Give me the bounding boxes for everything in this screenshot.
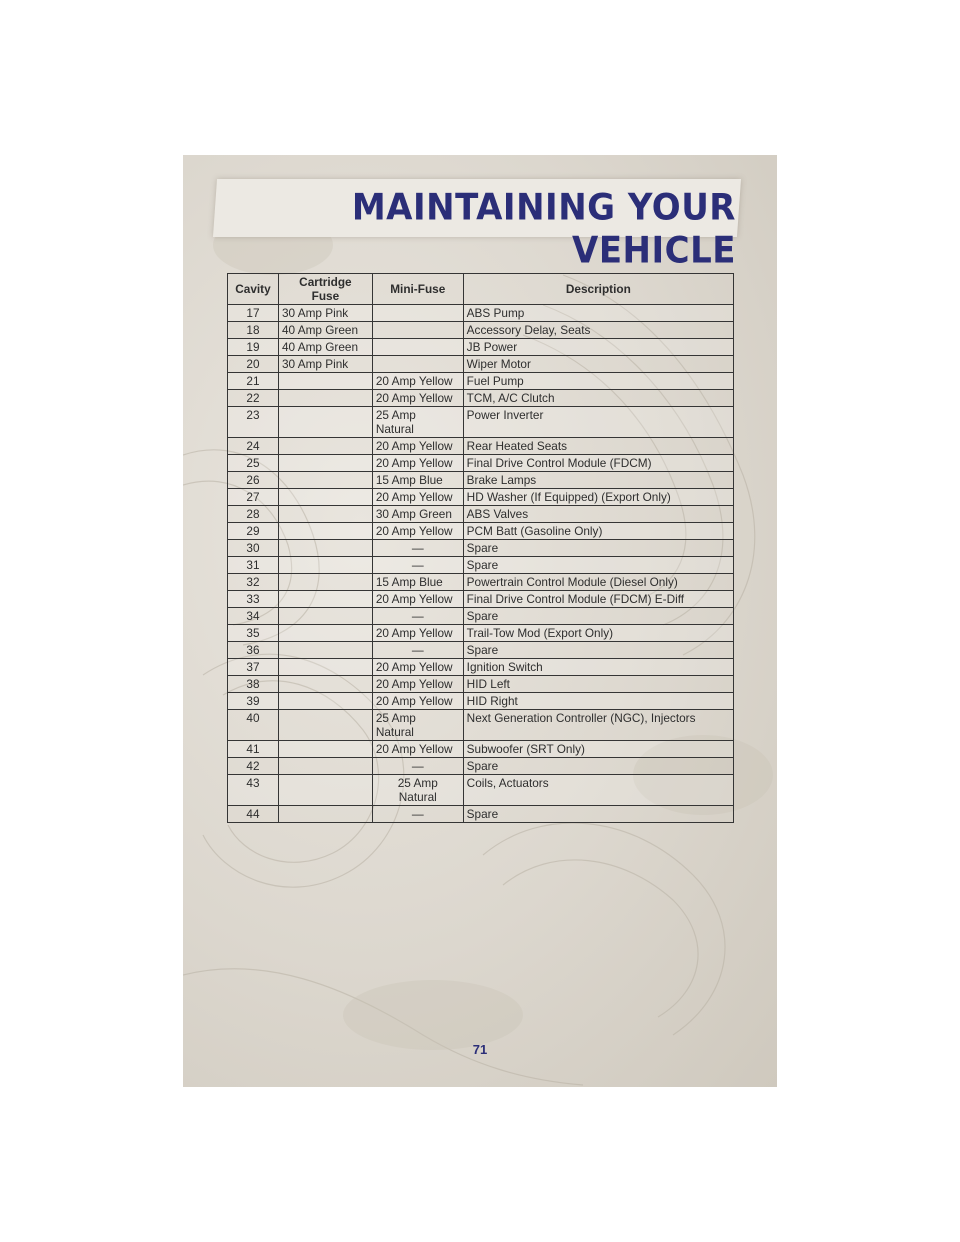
description-cell: PCM Batt (Gasoline Only)	[463, 523, 733, 540]
mini-fuse-cell	[372, 305, 463, 322]
table-row	[228, 373, 734, 390]
table-row	[228, 741, 734, 758]
table-row	[228, 806, 734, 823]
mini-fuse-cell: —	[372, 758, 463, 775]
description-cell: Coils, Actuators	[463, 775, 733, 806]
cartridge-fuse-cell	[278, 659, 372, 676]
description-cell: ABS Pump	[463, 305, 733, 322]
description-cell: HID Right	[463, 693, 733, 710]
description-cell: Spare	[463, 557, 733, 574]
cavity-cell: 27	[228, 489, 279, 506]
page-number: 71	[472, 1042, 488, 1057]
description-cell: Spare	[463, 758, 733, 775]
cartridge-fuse-cell	[278, 455, 372, 472]
cavity-cell: 39	[228, 693, 279, 710]
description-cell: Spare	[463, 540, 733, 557]
mini-fuse-cell: 20 Amp Yellow	[372, 591, 463, 608]
cavity-cell: 37	[228, 659, 279, 676]
cartridge-fuse-cell	[278, 523, 372, 540]
mini-fuse-cell: 15 Amp Blue	[372, 574, 463, 591]
cartridge-fuse-cell	[278, 540, 372, 557]
mini-fuse-cell: 15 Amp Blue	[372, 472, 463, 489]
cavity-cell: 28	[228, 506, 279, 523]
fuse-table-body	[228, 305, 734, 823]
cartridge-fuse-cell	[278, 806, 372, 823]
cavity-cell: 32	[228, 574, 279, 591]
mini-fuse-cell: 20 Amp Yellow	[372, 390, 463, 407]
table-row	[228, 339, 734, 356]
table-header-row	[228, 274, 734, 305]
cavity-cell: 19	[228, 339, 279, 356]
description-cell: Wiper Motor	[463, 356, 733, 373]
mini-fuse-cell: 20 Amp Yellow	[372, 625, 463, 642]
table-row	[228, 574, 734, 591]
table-row	[228, 625, 734, 642]
mini-fuse-cell: —	[372, 642, 463, 659]
description-cell: Spare	[463, 608, 733, 625]
table-row	[228, 438, 734, 455]
description-cell: Trail-Tow Mod (Export Only)	[463, 625, 733, 642]
mini-fuse-cell: 20 Amp Yellow	[372, 489, 463, 506]
column-header-mini-fuse: Mini-Fuse	[372, 274, 463, 305]
cartridge-fuse-cell	[278, 489, 372, 506]
cavity-cell: 26	[228, 472, 279, 489]
mini-fuse-cell: 25 Amp Natural	[372, 710, 463, 741]
mini-fuse-cell: 20 Amp Yellow	[372, 455, 463, 472]
mini-fuse-cell: —	[372, 540, 463, 557]
mini-fuse-cell: 20 Amp Yellow	[372, 693, 463, 710]
cartridge-fuse-cell	[278, 625, 372, 642]
description-cell: HID Left	[463, 676, 733, 693]
cavity-cell: 40	[228, 710, 279, 741]
table-row	[228, 305, 734, 322]
cartridge-fuse-cell	[278, 557, 372, 574]
mini-fuse-cell: 20 Amp Yellow	[372, 438, 463, 455]
cartridge-fuse-cell	[278, 642, 372, 659]
cavity-cell: 22	[228, 390, 279, 407]
description-cell: Subwoofer (SRT Only)	[463, 741, 733, 758]
mini-fuse-cell: —	[372, 608, 463, 625]
table-row	[228, 591, 734, 608]
cavity-cell: 44	[228, 806, 279, 823]
cartridge-fuse-cell	[278, 574, 372, 591]
table-row	[228, 489, 734, 506]
table-row	[228, 523, 734, 540]
description-cell: Fuel Pump	[463, 373, 733, 390]
description-cell: Powertrain Control Module (Diesel Only)	[463, 574, 733, 591]
cartridge-fuse-cell	[278, 472, 372, 489]
mini-fuse-cell: —	[372, 557, 463, 574]
description-cell: Ignition Switch	[463, 659, 733, 676]
description-cell: Rear Heated Seats	[463, 438, 733, 455]
cavity-cell: 41	[228, 741, 279, 758]
table-row	[228, 659, 734, 676]
mini-fuse-cell: 30 Amp Green	[372, 506, 463, 523]
description-cell: Spare	[463, 806, 733, 823]
description-cell: Power Inverter	[463, 407, 733, 438]
mini-fuse-cell: 20 Amp Yellow	[372, 523, 463, 540]
description-cell: Final Drive Control Module (FDCM) E-Diff	[463, 591, 733, 608]
cartridge-fuse-cell: 30 Amp Pink	[278, 305, 372, 322]
table-row	[228, 710, 734, 741]
cartridge-fuse-cell	[278, 758, 372, 775]
column-header-cartridge-fuse: Cartridge Fuse	[278, 274, 372, 305]
cavity-cell: 17	[228, 305, 279, 322]
table-row	[228, 506, 734, 523]
cavity-cell: 31	[228, 557, 279, 574]
cartridge-fuse-cell	[278, 373, 372, 390]
mini-fuse-cell	[372, 356, 463, 373]
cartridge-fuse-cell: 40 Amp Green	[278, 322, 372, 339]
mini-fuse-cell	[372, 339, 463, 356]
cavity-cell: 34	[228, 608, 279, 625]
cartridge-fuse-cell	[278, 438, 372, 455]
cavity-cell: 29	[228, 523, 279, 540]
description-cell: TCM, A/C Clutch	[463, 390, 733, 407]
mini-fuse-cell: 20 Amp Yellow	[372, 659, 463, 676]
cartridge-fuse-cell: 30 Amp Pink	[278, 356, 372, 373]
table-row	[228, 642, 734, 659]
table-row	[228, 758, 734, 775]
description-cell: JB Power	[463, 339, 733, 356]
mini-fuse-cell: 20 Amp Yellow	[372, 741, 463, 758]
table-row	[228, 407, 734, 438]
column-header-description: Description	[463, 274, 733, 305]
cartridge-fuse-cell	[278, 390, 372, 407]
table-row	[228, 472, 734, 489]
description-cell: Next Generation Controller (NGC), Injectors	[463, 710, 733, 741]
description-cell: HD Washer (If Equipped) (Export Only)	[463, 489, 733, 506]
table-row	[228, 540, 734, 557]
cavity-cell: 23	[228, 407, 279, 438]
cavity-cell: 20	[228, 356, 279, 373]
mini-fuse-cell: 20 Amp Yellow	[372, 676, 463, 693]
table-row	[228, 390, 734, 407]
cavity-cell: 36	[228, 642, 279, 659]
cartridge-fuse-cell: 40 Amp Green	[278, 339, 372, 356]
column-header-cavity: Cavity	[228, 274, 279, 305]
table-row	[228, 608, 734, 625]
description-cell: Brake Lamps	[463, 472, 733, 489]
cavity-cell: 30	[228, 540, 279, 557]
description-cell: Final Drive Control Module (FDCM)	[463, 455, 733, 472]
cartridge-fuse-cell	[278, 407, 372, 438]
description-cell: ABS Valves	[463, 506, 733, 523]
table-row	[228, 322, 734, 339]
cavity-cell: 43	[228, 775, 279, 806]
mini-fuse-cell	[372, 322, 463, 339]
fuse-table	[227, 273, 734, 823]
cavity-cell: 24	[228, 438, 279, 455]
table-row	[228, 775, 734, 806]
mini-fuse-cell: 20 Amp Yellow	[372, 373, 463, 390]
mini-fuse-cell: —	[372, 806, 463, 823]
cartridge-fuse-cell	[278, 591, 372, 608]
table-row	[228, 356, 734, 373]
description-cell: Accessory Delay, Seats	[463, 322, 733, 339]
cavity-cell: 25	[228, 455, 279, 472]
table-row	[228, 676, 734, 693]
cartridge-fuse-cell	[278, 506, 372, 523]
cartridge-fuse-cell	[278, 741, 372, 758]
mini-fuse-cell: 25 Amp Natural	[372, 775, 463, 806]
cavity-cell: 18	[228, 322, 279, 339]
cartridge-fuse-cell	[278, 676, 372, 693]
cartridge-fuse-cell	[278, 693, 372, 710]
mini-fuse-cell: 25 Amp Natural	[372, 407, 463, 438]
cavity-cell: 38	[228, 676, 279, 693]
manual-page	[183, 155, 777, 1087]
cavity-cell: 42	[228, 758, 279, 775]
cavity-cell: 21	[228, 373, 279, 390]
page-title: MAINTAINING YOUR VEHICLE	[351, 185, 736, 273]
table-row	[228, 693, 734, 710]
cartridge-fuse-cell	[278, 775, 372, 806]
cartridge-fuse-cell	[278, 608, 372, 625]
cavity-cell: 35	[228, 625, 279, 642]
cartridge-fuse-cell	[278, 710, 372, 741]
cavity-cell: 33	[228, 591, 279, 608]
table-row	[228, 455, 734, 472]
table-row	[228, 557, 734, 574]
description-cell: Spare	[463, 642, 733, 659]
